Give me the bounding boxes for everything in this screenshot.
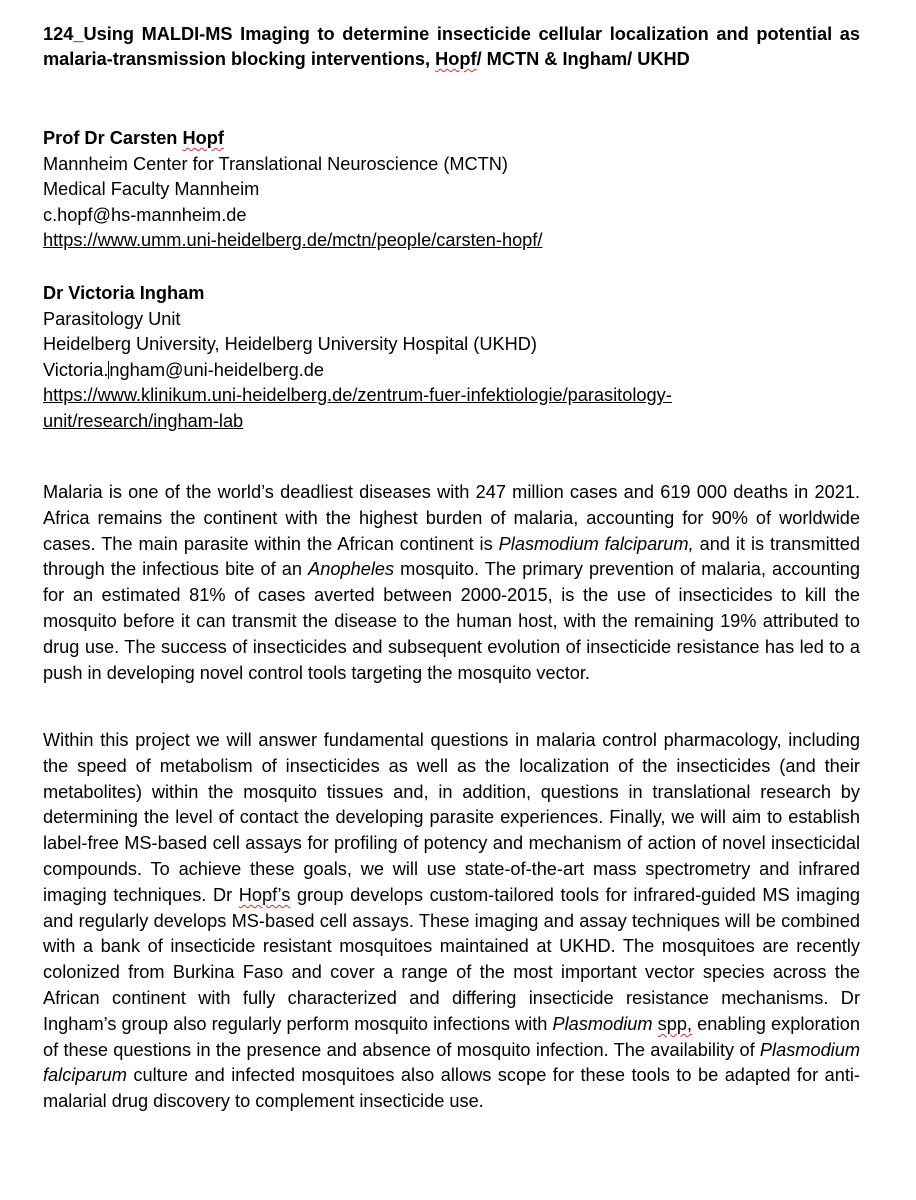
contact-hopf-name-last: Hopf bbox=[182, 128, 224, 148]
p1-text3: mosquito. The primary prevention of malaria, accounting for an estimated 81% of cases averted between 2000-2015, is the use of insecticides to kill the mosquito before it can transmit the disease to the human host, with the remaining 19% attributed to drug use. The success of insecticides and subsequent evolution of insecticide resistance has led to a push in developing novel control tools targeting the mosquito vector. bbox=[43, 559, 861, 683]
contact-hopf-name bbox=[43, 126, 860, 152]
contact-ingham-url-line1[interactable]: https://www.klinikum.uni-heidelberg.de/zentrum-fuer-infektiologie/parasitology- bbox=[43, 385, 672, 405]
contact-ingham-email[interactable] bbox=[43, 358, 860, 384]
p2-text2: group develops custom-tailored tools for infrared-guided MS imaging and regularly develops MS-based cell assays. These imaging and assay techniques will be combined with a bank of insecticide resistant mosquitoes maintained at UKHD. The mosquitoes are recently colonized from Burkina Faso and cover a range of the most important vector species across the African continent with fully characterized and differing insecticide resistance mechanisms. Dr Ingham’s group also regularly perform mosquito infections with bbox=[43, 884, 860, 1034]
p1-text2: and it is transmitted through the infectious bite of an bbox=[43, 533, 861, 580]
p1-italic-plasmodium: Plasmodium falciparum, bbox=[498, 533, 694, 554]
contact-hopf-affiliation: Mannheim Center for Translational Neuroscience (MCTN) bbox=[43, 153, 508, 174]
p2-spp: spp, bbox=[657, 1013, 693, 1034]
paragraph-project-description bbox=[43, 728, 860, 1115]
contact-ingham-unit: Parasitology Unit bbox=[43, 308, 181, 329]
p2-text4: culture and infected mosquitoes also allows scope for these tools to be adapted for anti-malarial drug discovery to complement insecticide use. bbox=[43, 1065, 860, 1112]
contact-hopf-faculty: Medical Faculty Mannheim bbox=[43, 179, 260, 199]
contact-hopf-email[interactable]: c.hopf@hs-mannheim.de bbox=[43, 204, 247, 225]
title-hopf-underlined bbox=[435, 49, 476, 69]
contact-ingham bbox=[43, 281, 860, 434]
p2-italic-plasmodium: Plasmodium bbox=[552, 1013, 653, 1034]
p1-italic-anopheles: Anopheles bbox=[308, 559, 395, 580]
contact-ingham-name: Dr Victoria Ingham bbox=[43, 283, 205, 303]
contact-ingham-url-line2[interactable]: unit/research/ingham-lab bbox=[43, 410, 244, 431]
contact-ingham-email-part1: Victoria. bbox=[43, 359, 109, 380]
contact-ingham-affiliation: Heidelberg University, Heidelberg University Hospital (UKHD) bbox=[43, 334, 537, 354]
title-rest: / MCTN & Ingham/ UKHD bbox=[476, 49, 690, 69]
p2-text1: Within this project we will answer fundamental questions in malaria control pharmacology, including the speed of metabolism of insecticides as well as the localization of the insecticides (and their metabolites) within the mosquito tissues and, in addition, questions in translational research by determining the level of contact the developing parasite experiences. Finally, we will aim to establish label-free MS-based cell assays for profiling of potency and mechanism of action of novel insecticidal compounds. To achieve these goals, we will use state-of-the-art mass spectrometry and infrared imaging techniques. Dr bbox=[43, 730, 860, 905]
document-page bbox=[43, 22, 861, 1112]
document-title bbox=[43, 22, 860, 72]
contact-hopf-name-prefix: Prof Dr Carsten bbox=[43, 128, 183, 148]
title-text: 124_Using MALDI-MS Imaging to determine insecticide cellular localization and potential as malaria-transmission blocking interventions, bbox=[43, 24, 860, 69]
p2-hopfs: Hopf’s bbox=[238, 884, 291, 905]
p1-text1: Malaria is one of the world’s deadliest diseases with 247 million cases and 619 000 deaths in 2021. Africa remains the continent with the highest burden of malaria, accounting for 90% of worldwide cases. The main parasite within the African continent is bbox=[43, 482, 860, 554]
p2-text3: enabling exploration of these questions in the presence and absence of mosquito infection. The availability of bbox=[43, 1013, 860, 1060]
contact-hopf-url-link[interactable]: https://www.umm.uni-heidelberg.de/mctn/people/carsten-hopf/ bbox=[43, 230, 543, 250]
p2-italic-plasmodium-falciparum: Plasmodium falciparum bbox=[43, 1039, 860, 1086]
contact-hopf bbox=[43, 126, 860, 254]
paragraph-malaria-background bbox=[43, 480, 860, 686]
title-hopf: Hopf bbox=[435, 49, 477, 69]
contact-ingham-email-part2: ngham@uni-heidelberg.de bbox=[109, 359, 325, 380]
